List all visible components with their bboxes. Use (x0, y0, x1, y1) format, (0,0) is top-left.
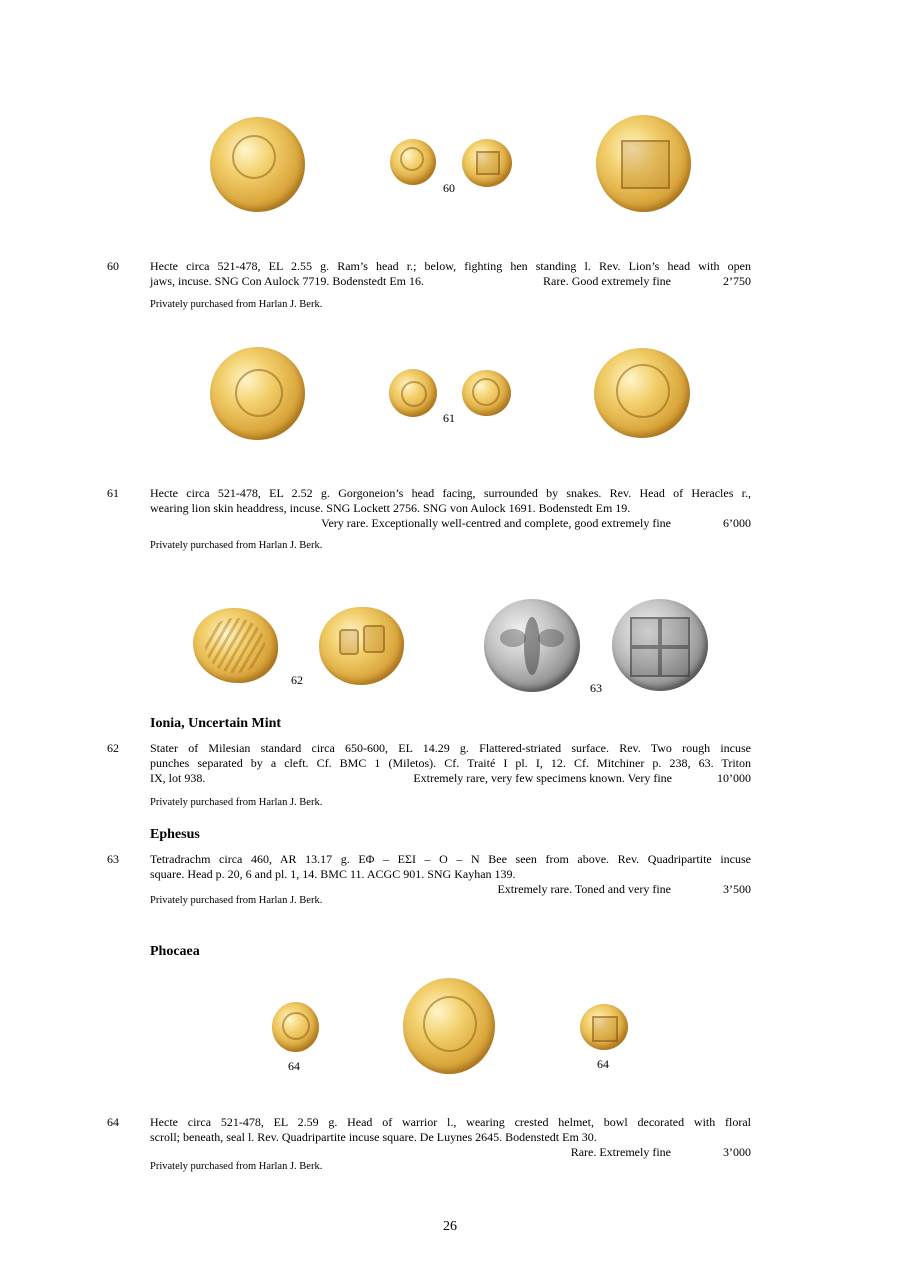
section-heading-ephesus: Ephesus (150, 827, 200, 842)
lot-64-provenance: Privately purchased from Harlan J. Berk. (150, 1161, 323, 1172)
lot-63-price: 3’500 (723, 882, 751, 896)
lot-61-line-1: Hecte circa 521-478, EL 2.52 g. Gorgoneion’s head facing, surrounded by snakes. Rev. Head of Heracles r., (150, 486, 751, 500)
lot-60-obverse-large-image (210, 117, 305, 212)
lot-64-grade: Rare. Extremely fine (570, 1145, 671, 1159)
lot-62-line-3: IX, lot 938. (150, 771, 206, 785)
lot-64-price: 3’000 (723, 1145, 751, 1159)
lot-60-provenance: Privately purchased from Harlan J. Berk. (150, 299, 323, 310)
page-number: 26 (443, 1219, 457, 1234)
lot-64-figure-label-left: 64 (288, 1059, 300, 1073)
lot-64-obverse-small-image (272, 1002, 319, 1052)
lot-61-figure-label: 61 (443, 411, 455, 425)
lot-64-obverse-large-image (403, 978, 495, 1074)
lot-62-line-1: Stater of Milesian standard circa 650-600, EL 14.29 g. Flattered-striated surface. Rev. Two rough incuse (150, 741, 751, 755)
lot-61-provenance: Privately purchased from Harlan J. Berk. (150, 540, 323, 551)
lot-64-figure-label-right: 64 (597, 1057, 609, 1071)
section-heading-ionia-uncertain-mint: Ionia, Uncertain Mint (150, 716, 282, 731)
lot-63-number: 63 (107, 852, 119, 866)
lot-63-description (150, 852, 751, 897)
lot-61-reverse-large-image (594, 348, 690, 438)
lot-64-number: 64 (107, 1115, 119, 1129)
lot-61-reverse-small-image (462, 370, 511, 416)
lot-60-reverse-large-image (596, 115, 691, 212)
section-heading-phocaea: Phocaea (150, 944, 200, 959)
lot-63-obverse-image (484, 599, 580, 692)
lot-61-number: 61 (107, 486, 119, 500)
lot-60-line-2: jaws, incuse. SNG Con Aulock 7719. Bodenstedt Em 16. (150, 274, 424, 288)
lot-61-obverse-large-image (210, 347, 305, 440)
lot-63-reverse-image (612, 599, 708, 691)
lot-62-price: 10’000 (717, 771, 751, 785)
lot-63-line-1: Tetradrachm circa 460, AR 13.17 g. ΕΦ – ΕΣΙ – Ο – Ν Bee seen from above. Rev. Quadripartite incuse (150, 852, 751, 866)
lot-62-number: 62 (107, 741, 119, 755)
lot-60-grade: Rare. Good extremely fine (543, 274, 671, 288)
lot-61-grade: Very rare. Exceptionally well-centred and complete, good extremely fine (321, 516, 671, 530)
lot-60-line-1: Hecte circa 521-478, EL 2.55 g. Ram’s head r.; below, fighting hen standing l. Rev. Lion’s head with open (150, 259, 751, 273)
lot-63-line-2: square. Head p. 20, 6 and pl. 1, 14. BMC 11. ACGC 901. SNG Kayhan 139. (150, 867, 516, 881)
lot-62-line-2: punches separated by a cleft. Cf. BMC 1 (Miletos). Cf. Traité I pl. I, 12. Cf. Mitchiner p. 238, 63. Triton (150, 756, 751, 770)
lot-60-description (150, 259, 751, 289)
lot-63-figure-label: 63 (590, 681, 602, 695)
lot-62-reverse-image (319, 607, 404, 685)
lot-63-provenance: Privately purchased from Harlan J. Berk. (150, 895, 323, 906)
lot-62-description (150, 741, 751, 786)
lot-60-obverse-small-image (390, 139, 436, 185)
lot-61-description (150, 486, 751, 531)
lot-64-reverse-small-image (580, 1004, 628, 1050)
lot-64-line-2: scroll; beneath, seal l. Rev. Quadripartite incuse square. De Luynes 2645. Bodenstedt Em 30. (150, 1130, 597, 1144)
lot-62-provenance: Privately purchased from Harlan J. Berk. (150, 797, 323, 808)
lot-62-obverse-image (193, 608, 278, 683)
lot-64-description (150, 1115, 751, 1160)
lot-61-price: 6’000 (723, 516, 751, 530)
lot-64-line-1: Hecte circa 521-478, EL 2.59 g. Head of warrior l., wearing crested helmet, bowl decorated with floral (150, 1115, 751, 1129)
lot-60-figure-label: 60 (443, 181, 455, 195)
lot-60-reverse-small-image (462, 139, 512, 187)
lot-62-figure-label: 62 (291, 673, 303, 687)
lot-61-line-2: wearing lion skin headdress, incuse. SNG Lockett 2756. SNG von Aulock 1691. Bodenstedt Em 19. (150, 501, 631, 515)
lot-60-price: 2’750 (723, 274, 751, 288)
lot-61-obverse-small-image (389, 369, 437, 417)
lot-60-number: 60 (107, 259, 119, 273)
lot-62-grade: Extremely rare, very few specimens known. Very fine (413, 771, 672, 785)
lot-63-grade: Extremely rare. Toned and very fine (497, 882, 671, 896)
